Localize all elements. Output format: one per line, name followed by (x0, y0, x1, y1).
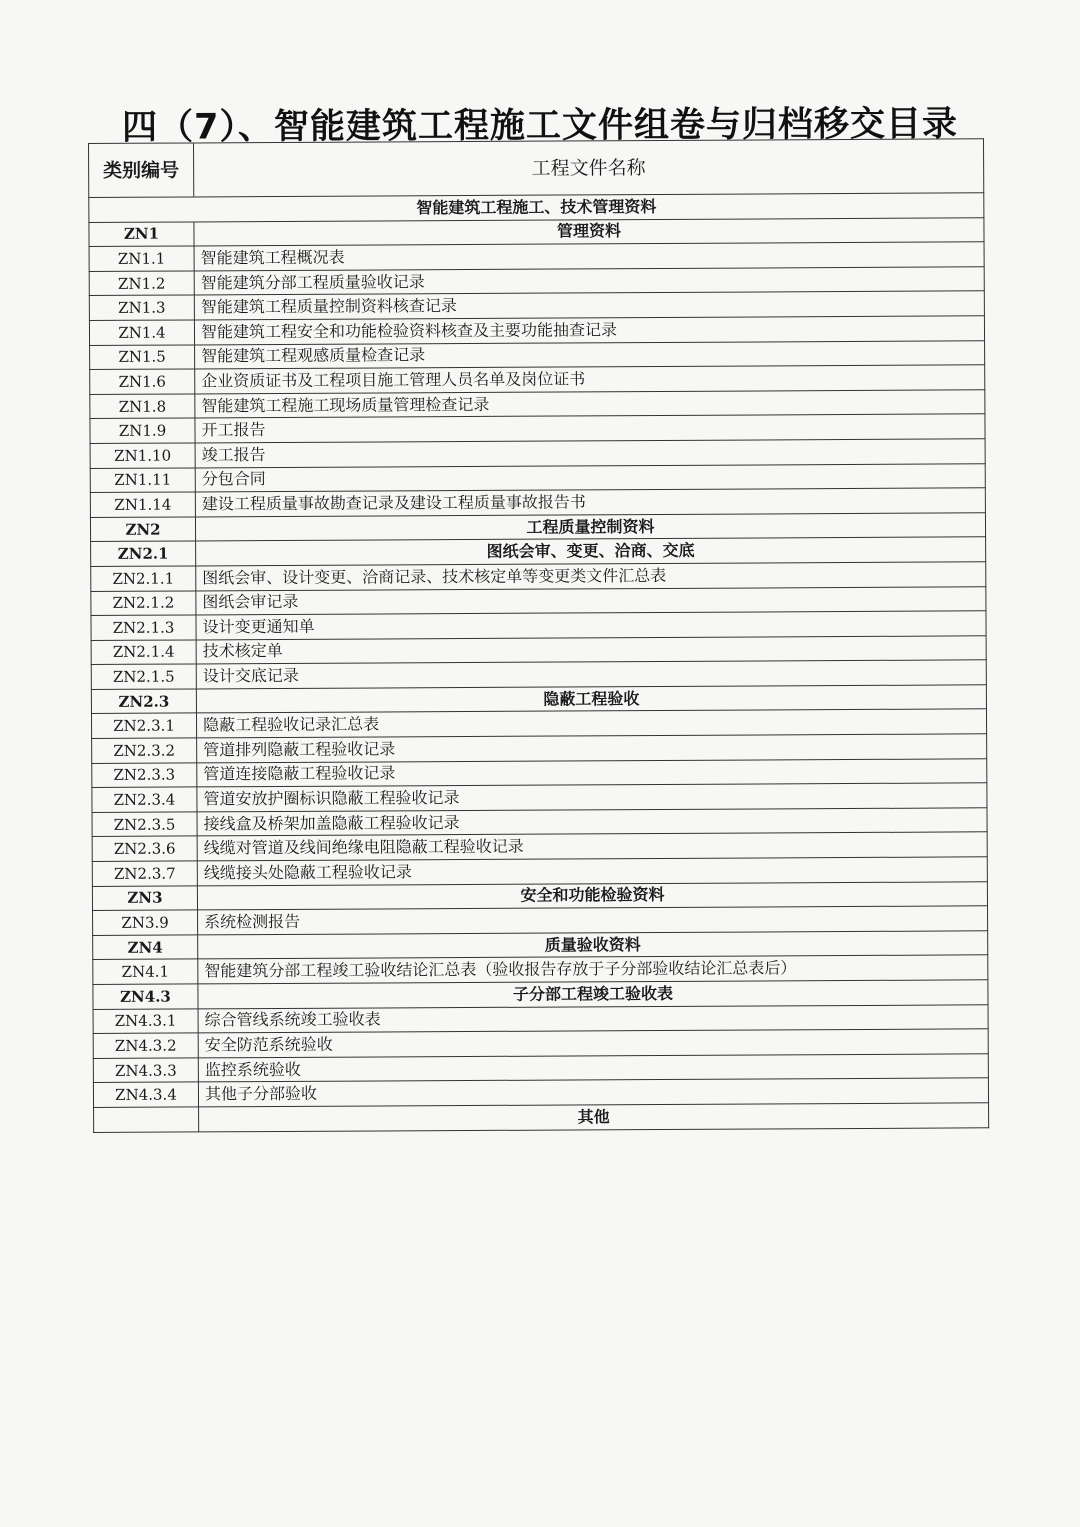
file-name: 智能建筑工程观感质量检查记录 (195, 340, 985, 369)
category-code: ZN1.5 (90, 345, 195, 370)
file-name: 其他子分部验收 (198, 1078, 988, 1107)
file-name: 建设工程质量事故勘查记录及建设工程质量事故报告书 (195, 488, 985, 517)
category-code: ZN4.3.1 (93, 1009, 198, 1034)
file-name: 隐蔽工程验收记录汇总表 (196, 709, 986, 738)
file-name: 智能建筑工程施工现场质量管理检查记录 (195, 390, 985, 419)
file-name: 系统检测报告 (198, 906, 988, 935)
file-name: 企业资质证书及工程项目施工管理人员名单及岗位证书 (195, 365, 985, 394)
category-code: ZN1.6 (90, 369, 195, 394)
file-name: 图纸会审、设计变更、洽商记录、技术核定单等变更类文件汇总表 (196, 562, 986, 591)
category-group-name: 质量验收资料 (198, 931, 988, 960)
file-name: 开工报告 (195, 414, 985, 443)
file-name: 智能建筑工程安全和功能检验资料核查及主要功能抽查记录 (194, 316, 984, 345)
category-code: ZN2.3.5 (92, 812, 197, 837)
file-name: 安全防范系统验收 (198, 1029, 988, 1058)
category-code: ZN4.3.3 (93, 1058, 198, 1083)
category-group-name: 管理资料 (194, 217, 984, 246)
category-code: ZN2.1 (91, 541, 196, 566)
header-name-label: 工程文件名称 (194, 139, 984, 197)
category-code: ZN4.3 (93, 984, 198, 1009)
file-name: 管道安放护圈标识隐蔽工程验收记录 (197, 783, 987, 812)
category-code: ZN2.3.4 (92, 787, 197, 812)
category-code: ZN2.3.3 (92, 763, 197, 788)
category-code: ZN1.4 (89, 320, 194, 345)
file-name: 智能建筑工程概况表 (194, 242, 984, 271)
document-title: 四（7）、智能建筑工程施工文件组卷与归档移交目录 (121, 104, 959, 148)
header-code-label: 类别编号 (89, 143, 194, 198)
category-code: ZN2.1.4 (91, 640, 196, 665)
category-code (94, 1107, 199, 1132)
table-header-row (89, 139, 984, 198)
catalog-table-wrapper (88, 138, 988, 1132)
category-code: ZN1.10 (90, 443, 195, 468)
category-code: ZN2.3.6 (92, 836, 197, 861)
section-title: 智能建筑工程施工、技术管理资料 (89, 193, 984, 222)
file-name: 智能建筑工程质量控制资料核查记录 (194, 291, 984, 320)
file-name: 分包合同 (195, 463, 985, 492)
category-code: ZN2.1.2 (91, 590, 196, 615)
file-name: 综合管线系统竣工验收表 (198, 1004, 988, 1033)
category-code: ZN1.8 (90, 394, 195, 419)
file-name: 设计交底记录 (196, 660, 986, 689)
category-code: ZN3 (92, 886, 197, 911)
file-name: 竣工报告 (195, 439, 985, 468)
file-name: 技术核定单 (196, 635, 986, 664)
category-code: ZN1.2 (89, 271, 194, 296)
category-code: ZN2.3.7 (92, 861, 197, 886)
category-code: ZN2.3 (91, 689, 196, 714)
category-code: ZN1.9 (90, 418, 195, 443)
file-name: 智能建筑分部工程质量验收记录 (194, 267, 984, 296)
category-code: ZN3.9 (93, 910, 198, 935)
category-group-name: 子分部工程竣工验收表 (198, 980, 988, 1009)
category-code: ZN1.1 (89, 246, 194, 271)
table-group-row (94, 1103, 989, 1132)
category-code: ZN2.3.2 (92, 738, 197, 763)
file-name: 线缆对管道及线间绝缘电阻隐蔽工程验收记录 (197, 832, 987, 861)
file-name: 监控系统验收 (198, 1054, 988, 1083)
category-group-name: 其他 (199, 1103, 989, 1132)
category-code: ZN1.11 (90, 467, 195, 492)
category-code: ZN4.3.2 (93, 1033, 198, 1058)
file-name: 设计变更通知单 (196, 611, 986, 640)
category-code: ZN2.1.3 (91, 615, 196, 640)
catalog-table (88, 138, 989, 1132)
file-name: 管道连接隐蔽工程验收记录 (197, 758, 987, 787)
category-code: ZN1.3 (89, 295, 194, 320)
category-code: ZN1 (89, 222, 194, 247)
file-name: 智能建筑分部工程竣工验收结论汇总表（验收报告存放于子分部验收结论汇总表后） (198, 955, 988, 984)
category-code: ZN4 (93, 935, 198, 960)
category-code: ZN4.1 (93, 959, 198, 984)
category-group-name: 隐蔽工程验收 (196, 685, 986, 714)
category-code: ZN2 (90, 517, 195, 542)
category-code: ZN4.3.4 (93, 1082, 198, 1107)
file-name: 线缆接头处隐蔽工程验收记录 (197, 857, 987, 886)
category-code: ZN2.1.1 (91, 566, 196, 591)
category-code: ZN1.14 (90, 492, 195, 517)
file-name: 接线盒及桥架加盖隐蔽工程验收记录 (197, 808, 987, 837)
catalog-table-body (89, 139, 989, 1132)
category-group-name: 图纸会审、变更、洽商、交底 (196, 537, 986, 566)
category-code: ZN2.3.1 (91, 713, 196, 738)
file-name: 管道排列隐蔽工程验收记录 (197, 734, 987, 763)
file-name: 图纸会审记录 (196, 586, 986, 615)
category-group-name: 安全和功能检验资料 (197, 881, 987, 910)
category-code: ZN2.1.5 (91, 664, 196, 689)
category-group-name: 工程质量控制资料 (195, 513, 985, 542)
